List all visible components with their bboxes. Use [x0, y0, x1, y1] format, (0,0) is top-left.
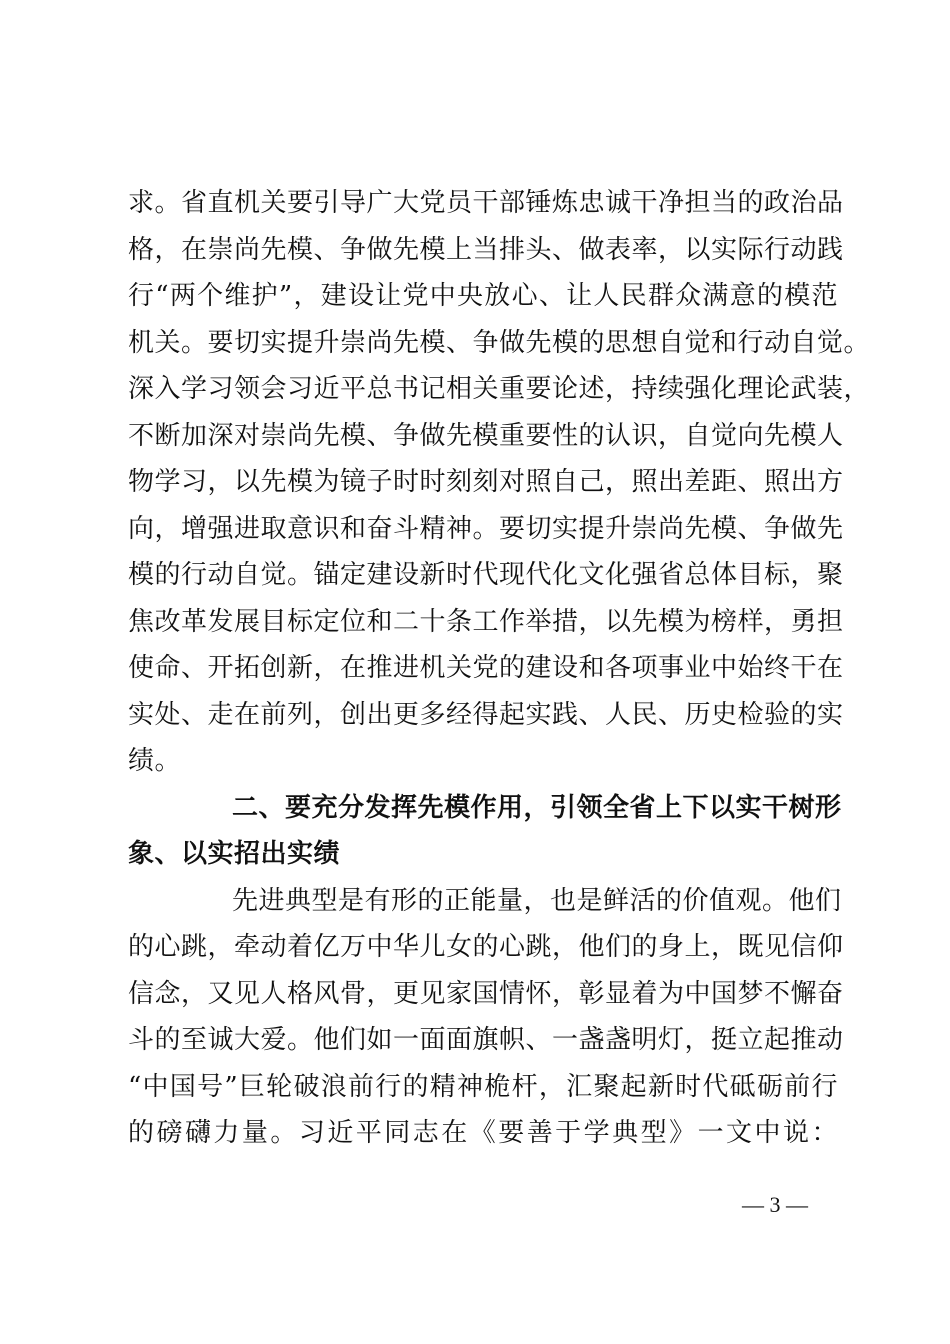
text-line: 先进典型是有形的正能量，也是鲜活的价值观。他们 [232, 885, 842, 916]
text-line: 格，在崇尚先模、争做先模上当排头、做表率，以实际行动践 [128, 234, 844, 265]
text-line: 不断加深对崇尚先模、争做先模重要性的认识，自觉向先模人 [128, 420, 844, 451]
text-line: 的磅礴力量。习近平同志在《要善于学典型》一文中说： [128, 1118, 838, 1148]
text-line: 模的行动自觉。锚定建设新时代现代化文化强省总体目标，聚 [128, 560, 844, 590]
text-line: 焦改革发展目标定位和二十条工作举措，以先模为榜样，勇担 [128, 606, 844, 637]
text-line: 物学习，以先模为镜子时时刻刻对照自己，照出差距、照出方 [128, 467, 844, 497]
text-line: 绩。 [128, 746, 182, 776]
body-text [128, 180, 871, 1157]
paragraph-2 [128, 878, 844, 1157]
text-line: 斗的至诚大爱。他们如一面面旗帜、一盏盏明灯，挺立起推动 [128, 1025, 844, 1055]
text-line: 信念，又见人格风骨，更见家国情怀，彰显着为中国梦不懈奋 [128, 978, 844, 1009]
heading-line: 二、要充分发挥先模作用，引领全省上下以实干树形 [232, 792, 842, 823]
text-line: 实处、走在前列，创出更多经得起实践、人民、历史检验的实 [128, 699, 844, 730]
paragraph-1 [128, 180, 871, 785]
section-heading-2 [128, 785, 842, 878]
text-line: 求。省直机关要引导广大党员干部锤炼忠诚干净担当的政治品 [128, 188, 844, 218]
text-line: 深入学习领会习近平总书记相关重要论述，持续强化理论武装， [128, 374, 871, 404]
text-line: 行“两个维护”，建设让党中央放心、让人民群众满意的模范 [128, 281, 838, 311]
heading-line: 象、以实招出实绩 [128, 839, 341, 869]
text-line: 的心跳，牵动着亿万中华儿女的心跳，他们的身上，既见信仰 [128, 932, 844, 962]
text-line: 机关。要切实提升崇尚先模、争做先模的思想自觉和行动自觉。 [128, 327, 871, 358]
text-line: 向，增强进取意识和奋斗精神。要切实提升崇尚先模、争做先 [128, 513, 844, 544]
text-line: 使命、开拓创新，在推进机关党的建设和各项事业中始终干在 [128, 653, 844, 683]
page-number: — 3 — [742, 1192, 808, 1217]
text-line: “中国号”巨轮破浪前行的精神桅杆，汇聚起新时代砥砺前行 [128, 1071, 838, 1102]
